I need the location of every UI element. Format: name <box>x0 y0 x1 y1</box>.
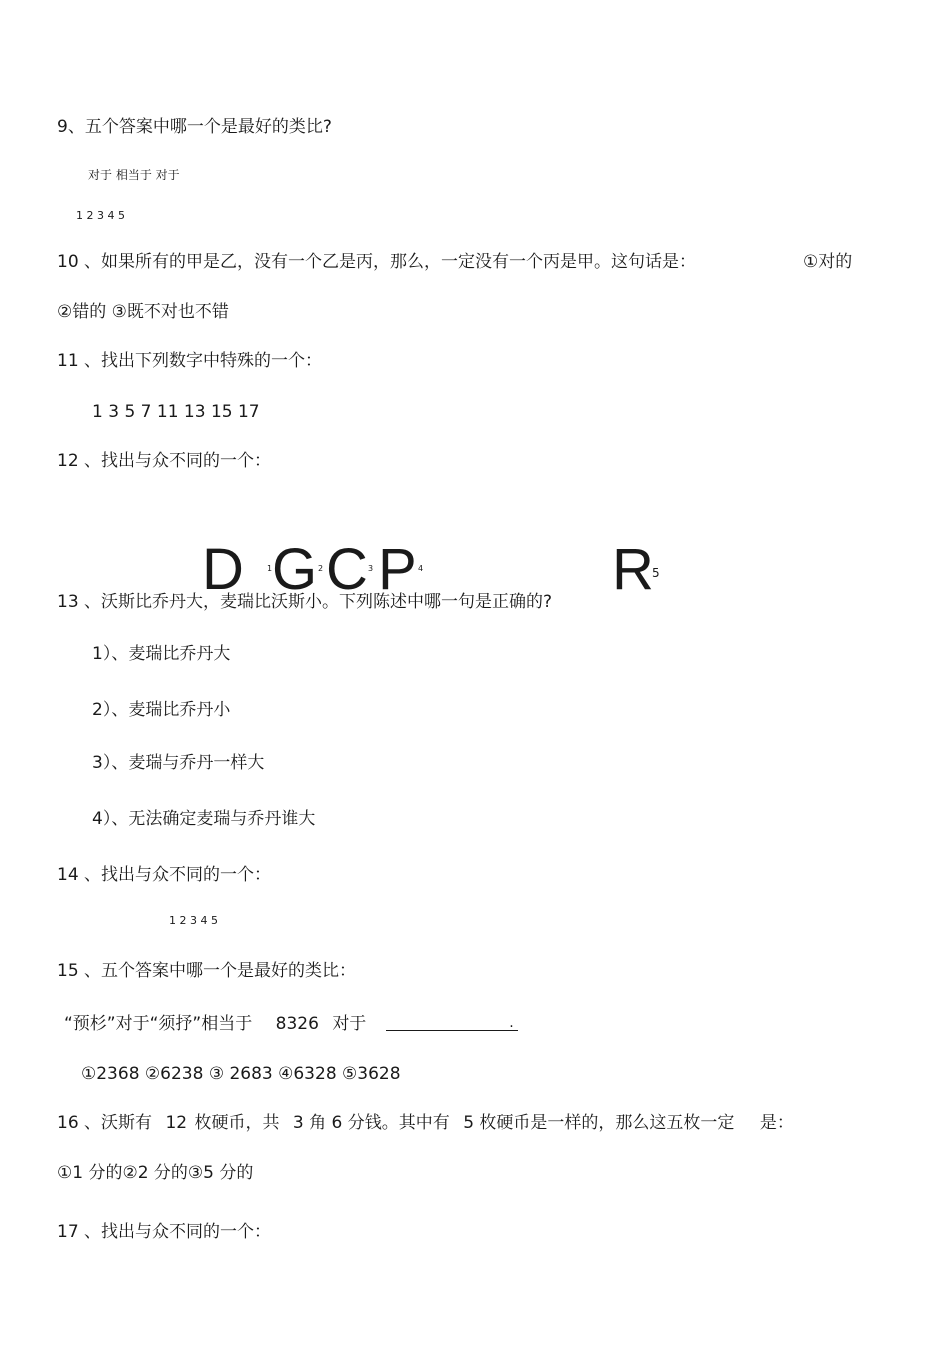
q12-num-4: 4 <box>418 564 424 573</box>
q16-text-b: 枚硬币，共 <box>194 1113 280 1133</box>
q13-option-4: 4）、无法确定麦瑞与乔丹谁大 <box>92 809 316 829</box>
q9-title: 9、五个答案中哪一个是最好的类比? <box>57 117 332 137</box>
q16-fen: 6 <box>331 1113 343 1133</box>
q16-text-a: 16 、沃斯有 <box>57 1113 153 1133</box>
q16-line1 <box>57 1112 794 1134</box>
q13-title: 13 、沃斯比乔丹大，麦瑞比沃斯小。下列陈述中哪一句是正确的? <box>57 592 553 612</box>
q16-text-c: 角 <box>309 1113 327 1133</box>
q12-letter-4: P <box>378 537 417 602</box>
q15-pattern <box>64 1013 518 1035</box>
q14-options: 1 2 3 4 5 <box>169 914 218 927</box>
q12-num-3: 3 <box>368 564 374 573</box>
q16-text-d: 分钱。其中有 <box>347 1113 450 1133</box>
q17-title: 17 、找出与众不同的一个： <box>57 1222 272 1242</box>
q13-option-2: 2）、麦瑞比乔丹小 <box>92 700 231 720</box>
q12-letter-5: R <box>612 537 654 602</box>
q14-title: 14 、找出与众不同的一个： <box>57 865 272 885</box>
q16-text-f: 是： <box>759 1113 794 1133</box>
q12-title: 12 、找出与众不同的一个： <box>57 451 272 471</box>
q16-text-e: 枚硬币是一样的，那么这五枚一定 <box>479 1113 735 1133</box>
q16-jiao: 3 <box>292 1113 304 1133</box>
q13-option-3: 3）、麦瑞与乔丹一样大 <box>92 753 265 773</box>
q9-options: 1 2 3 4 5 <box>76 209 125 222</box>
q12-num-5: 5 <box>652 566 660 580</box>
q11-title: 11 、找出下列数字中特殊的一个： <box>57 351 323 371</box>
q10-line1: 10 、如果所有的甲是乙，没有一个乙是丙，那么，一定没有一个丙是甲。这句话是： <box>57 252 697 272</box>
q12-num-1: 1 <box>267 564 273 573</box>
q16-same-count: 5 <box>463 1113 475 1133</box>
q15-number: 8326 <box>275 1014 319 1034</box>
q15-pattern-mid: 对于 <box>332 1014 367 1034</box>
q15-blank-end: . <box>509 1015 514 1031</box>
q10-option-1: ①对的 <box>803 252 853 272</box>
q12-letter-3: C <box>326 537 368 602</box>
q16-options: ①1 分的②2 分的③5 分的 <box>57 1163 254 1183</box>
q9-pattern: 对于 相当于 对于 <box>88 168 180 182</box>
q16-coin-count: 12 <box>165 1113 188 1133</box>
q12-letter-1: D <box>202 537 244 602</box>
q15-pattern-prefix: “预杉”对于“须抒”相当于 <box>64 1014 253 1034</box>
q13-option-1: 1）、麦瑞比乔丹大 <box>92 644 231 664</box>
q15-answer-blank[interactable] <box>386 1014 518 1031</box>
q10-line2: ②错的 ③既不对也不错 <box>57 302 229 322</box>
q11-numbers: 1 3 5 7 11 13 15 17 <box>92 402 260 422</box>
q15-title: 15 、五个答案中哪一个是最好的类比： <box>57 961 357 981</box>
q15-options: ①2368 ②6238 ③ 2683 ④6328 ⑤3628 <box>81 1064 401 1084</box>
q12-letter-2: G <box>272 537 318 602</box>
q12-num-2: 2 <box>318 564 324 573</box>
